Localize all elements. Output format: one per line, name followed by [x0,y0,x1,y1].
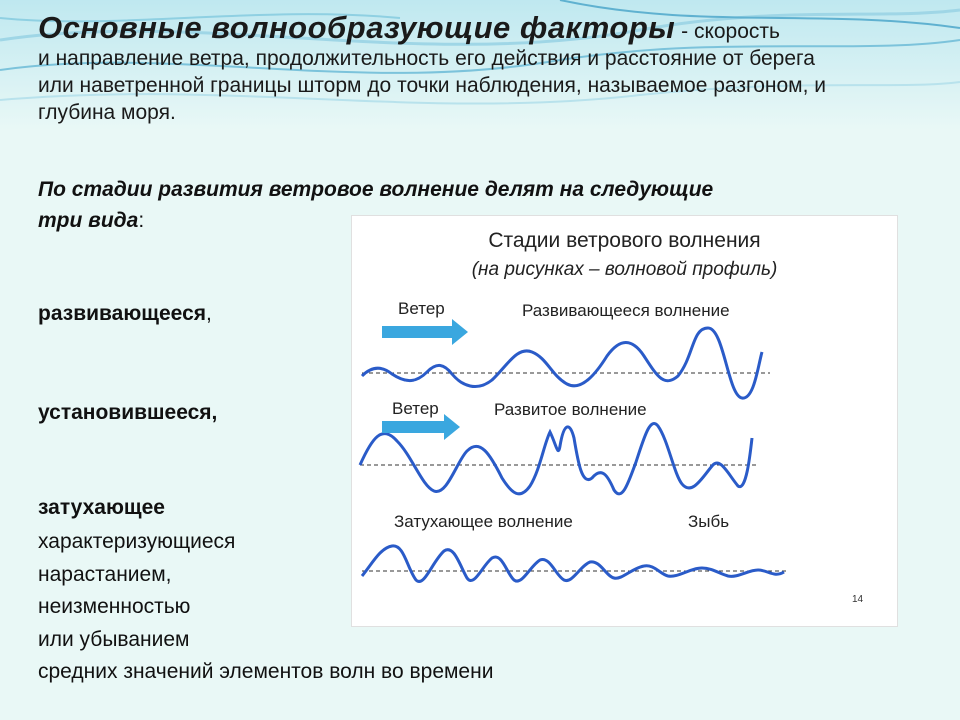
wave-stages-figure [351,215,898,627]
description-line: нарастанием, [38,562,172,586]
intro-text-2: и направление ветра, продолжительность его действия и расстояние от берега [38,47,815,70]
wind-label-2: Ветер [392,399,439,418]
stage-label: развивающееся [38,302,206,325]
stage-label: затухающее [38,496,165,519]
wave-profile-3 [362,546,784,582]
intro-text-4: глубина моря. [38,101,176,124]
panel-2-label: Развитое волнение [494,400,647,419]
wave-profile-2 [360,424,752,494]
description-line: средних значений элементов волн во времени [38,660,494,683]
wave-profile-1 [362,328,762,398]
stage-punct: , [206,302,212,325]
figure-title: Стадии ветрового волнения [488,229,761,252]
classification-line-2: три вида [38,209,139,232]
wind-arrow-1 [382,319,468,345]
stage-developing [38,302,212,326]
stage-label: установившееся, [38,401,218,424]
stage-established [38,401,217,425]
classification-line-1: По стадии развития ветровое волнение делят на следующие [38,178,714,201]
intro-title: Основные волнообразующие факторы [38,10,676,45]
panel-1-label: Развивающееся волнение [522,301,730,320]
description-line: или убыванием [38,627,190,651]
description-line: неизменностью [38,595,191,618]
description-line: характеризующиеся [38,530,236,553]
page-number: 14 [852,594,864,605]
wind-label-1: Ветер [398,299,445,318]
figure-subtitle: (на рисунках – волновой профиль) [471,259,778,280]
intro-paragraph [38,10,938,126]
stage-decaying [38,496,165,520]
intro-text-3: или наветренной границы шторм до точки наблюдения, называемое разгоном, и [38,74,826,97]
panel-3-label: Затухающее волнение [394,512,573,531]
intro-text-1: - скорость [675,20,780,43]
classification-colon: : [138,209,145,232]
panel-3-label-swell: Зыбь [688,512,730,531]
